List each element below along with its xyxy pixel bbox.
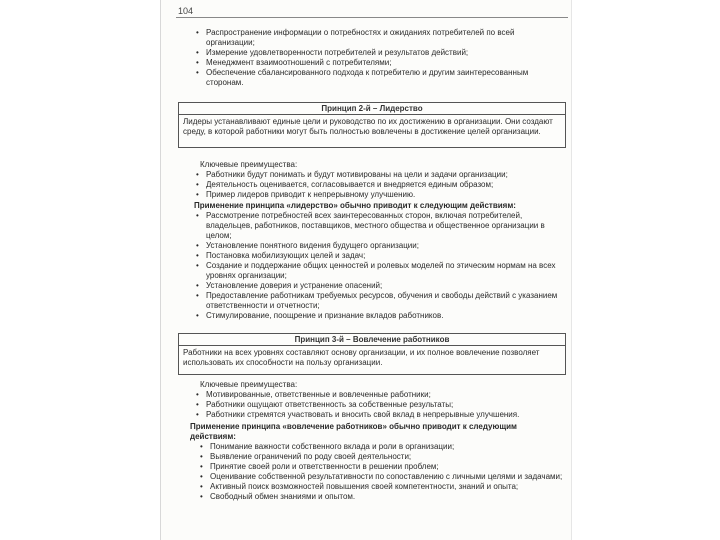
list-item: • Работники стремятся участвовать и вносить свой вклад в непрерывные улучшения. [192, 410, 564, 420]
principle3-title: Принцип 3-й – Вовлечение работников [179, 334, 565, 346]
principle2-text: Лидеры устанавливают единые цели и руководство по их достижению в организации. Они создают среду, в которой работники могут быть полностью вовлечены в достижение целей организации. [183, 117, 553, 136]
list-item: • Предоставление работникам требуемых ресурсов, обучения и свободы действий с указанием ответственности и отчетности; [192, 291, 564, 311]
list-item: • Понимание важности собственного вклада и роли в организации; [196, 442, 564, 452]
principle3-application-heading: Применение принципа «вовлечение работников» обычно приводит к следующим действиям: [190, 422, 517, 441]
list-item: • Выявление ограничений по роду своей деятельности; [196, 452, 564, 462]
list-item: • Создание и поддержание общих ценностей и ролевых моделей по этическим нормам на всех уровнях организации; [192, 261, 564, 281]
principle3-benefits-list [192, 390, 564, 420]
principle2-title: Принцип 2-й – Лидерство [179, 103, 565, 115]
principle2-actions-list [192, 211, 564, 321]
list-item: • Менеджмент взаимоотношений с потребителями; [192, 58, 564, 68]
list-item: • Работники ощущают ответственность за собственные результаты; [192, 400, 564, 410]
list-item: • Постановка мобилизующих целей и задач; [192, 251, 564, 261]
list-item: • Работники будут понимать и будут мотивированы на цели и задачи организации; [192, 170, 564, 180]
principle3-benefits-heading: Ключевые преимущества: [200, 380, 298, 389]
list-item: • Свободный обмен знаниями и опытом. [196, 492, 564, 502]
list-item: • Пример лидеров приводит к непрерывному улучшению. [192, 190, 564, 200]
principle3-actions-list [196, 442, 564, 502]
list-item: • Мотивированные, ответственные и вовлеченные работники; [192, 390, 564, 400]
intro-list [192, 28, 564, 88]
list-item: • Стимулирование, поощрение и признание вкладов работников. [192, 311, 564, 321]
principle2-application-heading: Применение принципа «лидерство» обычно приводит к следующим действиям: [194, 201, 516, 210]
principle2-benefits-list [192, 170, 564, 200]
principle2-benefits-heading: Ключевые преимущества: [200, 160, 298, 169]
header-rule [176, 17, 568, 18]
list-item: • Измерение удовлетворенности потребителей и результатов действий; [192, 48, 564, 58]
list-item: • Принятие своей роли и ответственности в решении проблем; [196, 462, 564, 472]
list-item: • Установление доверия и устранение опасений; [192, 281, 564, 291]
list-item: • Рассмотрение потребностей всех заинтересованных сторон, включая потребителей, владельцев, работников, поставщиков, местного общества и общественное организации в целом; [192, 211, 564, 241]
list-item: • Распространение информации о потребностях и ожиданиях потребителей по всей организации; [192, 28, 564, 48]
list-item: • Установление понятного видения будущего организации; [192, 241, 564, 251]
principle2-box [178, 102, 566, 148]
list-item: • Обеспечение сбалансированного подхода к потребителю и другим заинтересованным сторонам. [192, 68, 564, 88]
principle3-box [178, 333, 566, 375]
principle3-text: Работники на всех уровнях составляют основу организации, и их полное вовлечение позволяет использовать их способности на пользу организации. [183, 348, 540, 367]
list-item: • Оценивание собственной результативности по сопоставлению с личными целями и задачами; [196, 472, 564, 482]
list-item: • Активный поиск возможностей повышения своей компетентности, знаний и опыта; [196, 482, 564, 492]
page-number: 104 [178, 6, 194, 16]
list-item: • Деятельность оценивается, согласовывается и внедряется единым образом; [192, 180, 564, 190]
